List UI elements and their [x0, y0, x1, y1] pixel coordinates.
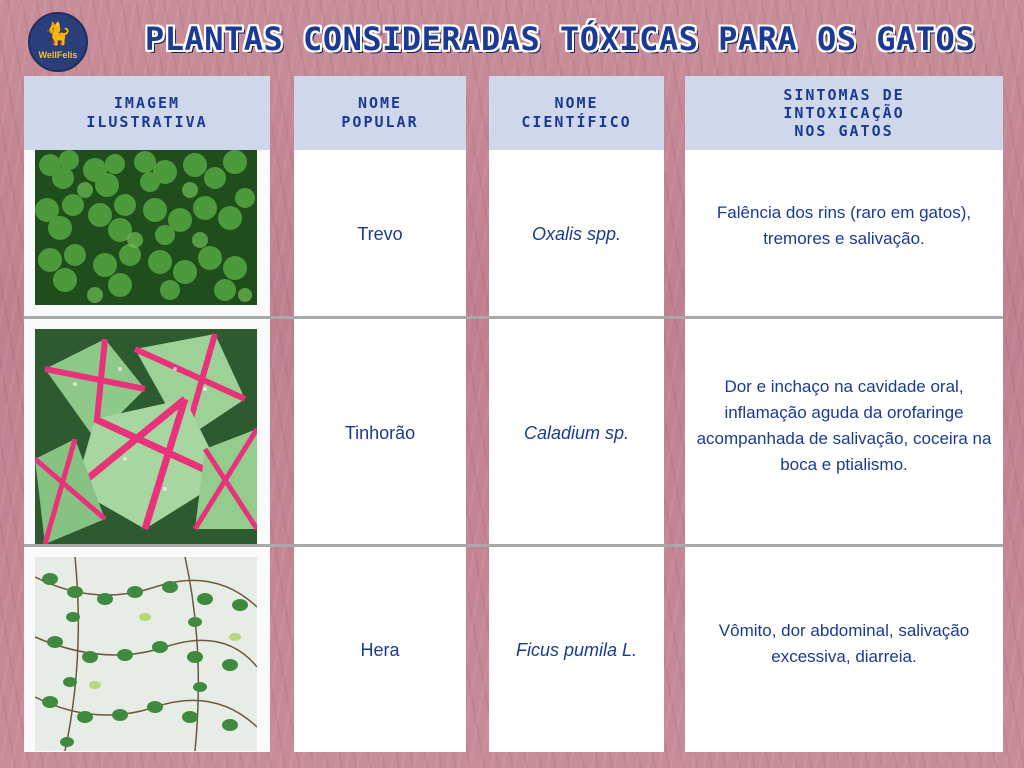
- scientific-name-cell: [489, 150, 664, 318]
- column-popular-name: [294, 76, 466, 752]
- symptoms-cell: [685, 549, 1003, 739]
- creeping-fig-photo: [35, 557, 257, 751]
- brand-logo: [28, 12, 88, 72]
- header-symptoms: SINTOMAS DE INTOXICAÇÃO NOS GATOS: [685, 76, 1003, 150]
- popular-name-text: Trevo: [357, 223, 403, 244]
- logo-text: WellFelis: [38, 50, 78, 60]
- column-image: [24, 76, 270, 752]
- symptoms-text: Vômito, dor abdominal, salivação excessiva, diarreia.: [718, 621, 970, 666]
- row-divider: [24, 544, 1003, 547]
- popular-name-cell: [294, 321, 466, 546]
- page-title: PLANTAS CONSIDERADAS TÓXICAS PARA OS GATOS: [144, 20, 976, 58]
- cat-icon: 🐈: [44, 22, 72, 47]
- clover-photo: [35, 150, 257, 305]
- scientific-name-cell: [489, 321, 664, 546]
- column-scientific-name: [489, 76, 664, 752]
- symptoms-cell: [685, 321, 1003, 531]
- scientific-name-text: Ficus pumila L.: [515, 640, 638, 660]
- symptoms-cell: [685, 150, 1003, 302]
- symptoms-text: Dor e inchaço na cavidade oral, inflamação aguda da orofaringe acompanhada de salivação, coceira na boca e ptialismo.: [696, 377, 992, 474]
- popular-name-text: Tinhorão: [344, 423, 416, 443]
- header-image: IMAGEM ILUSTRATIVA: [24, 76, 270, 150]
- popular-name-text: Hera: [360, 640, 400, 660]
- header-popular-name: NOME POPULAR: [294, 76, 466, 150]
- scientific-name-text: Oxalis spp.: [531, 223, 622, 244]
- column-symptoms: [685, 76, 1003, 752]
- symptoms-text: Falência dos rins (raro em gatos), tremores e salivação.: [716, 203, 972, 248]
- popular-name-cell: [294, 549, 466, 752]
- header-scientific-name: NOME CIENTÍFICO: [489, 76, 664, 150]
- caladium-photo: [35, 329, 257, 544]
- row-divider: [24, 316, 1003, 319]
- scientific-name-cell: [489, 549, 664, 752]
- scientific-name-text: Caladium sp.: [523, 423, 630, 443]
- popular-name-cell: [294, 150, 466, 318]
